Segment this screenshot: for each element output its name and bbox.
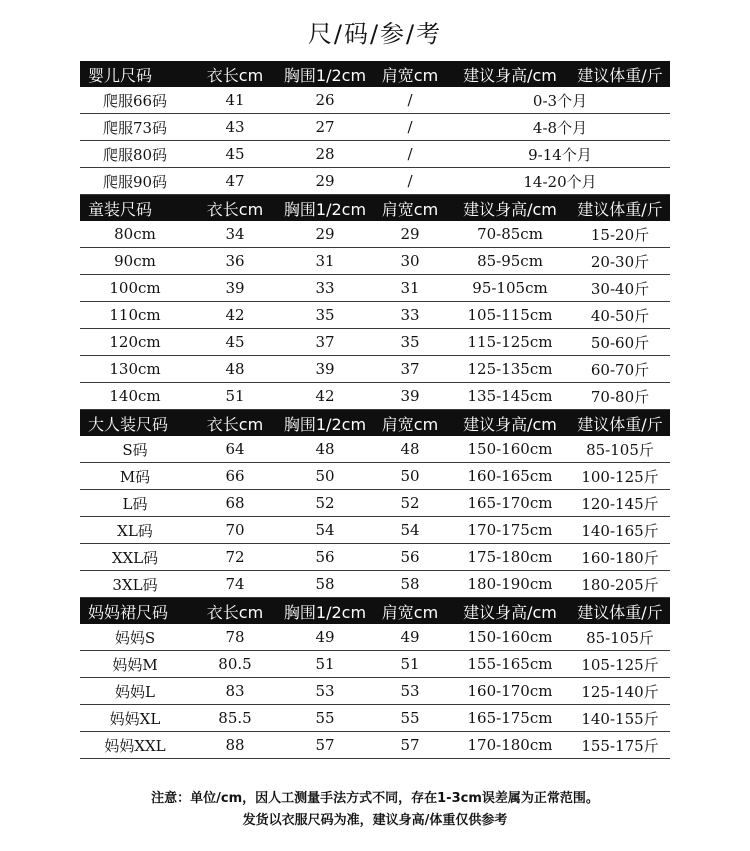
column-header: 衣长cm — [190, 61, 280, 87]
notes — [0, 788, 750, 832]
table-cell: 57 — [370, 732, 450, 759]
table-cell: 165-170cm — [450, 490, 570, 517]
table-row — [80, 141, 670, 168]
column-header: 建议体重/斤 — [570, 410, 670, 437]
size-label: 80cm — [80, 221, 190, 248]
table-cell: 88 — [190, 732, 280, 759]
table-cell: 52 — [370, 490, 450, 517]
table-cell: 29 — [370, 221, 450, 248]
size-label: 妈妈L — [80, 678, 190, 705]
section-name: 婴儿尺码 — [80, 61, 190, 87]
size-label: XXL码 — [80, 544, 190, 571]
table-cell: 140-165斤 — [570, 517, 670, 544]
table-row — [80, 678, 670, 705]
table-cell: 34 — [190, 221, 280, 248]
table-cell: 47 — [190, 168, 280, 195]
table-row — [80, 624, 670, 651]
table-row — [80, 705, 670, 732]
size-label: 100cm — [80, 275, 190, 302]
table-cell: 45 — [190, 141, 280, 168]
section-name: 妈妈裙尺码 — [80, 598, 190, 625]
table-cell: 150-160cm — [450, 436, 570, 463]
table-cell: 57 — [280, 732, 370, 759]
table-cell: 125-135cm — [450, 356, 570, 383]
table-cell: 48 — [280, 436, 370, 463]
table-cell: 68 — [190, 490, 280, 517]
table-cell: 105-115cm — [450, 302, 570, 329]
section-header — [80, 61, 670, 87]
table-cell: 43 — [190, 114, 280, 141]
table-cell: 54 — [370, 517, 450, 544]
table-cell: 58 — [280, 571, 370, 598]
size-label: L码 — [80, 490, 190, 517]
table-row — [80, 732, 670, 759]
column-header: 胸围1/2cm — [280, 598, 370, 625]
size-label: 妈妈S — [80, 624, 190, 651]
table-cell: 155-175斤 — [570, 732, 670, 759]
table-row — [80, 221, 670, 248]
table-cell: 26 — [280, 87, 370, 114]
table-cell: 55 — [370, 705, 450, 732]
table-cell: 50 — [280, 463, 370, 490]
table-cell: 70-85cm — [450, 221, 570, 248]
table-cell: 20-30斤 — [570, 248, 670, 275]
table-cell: 125-140斤 — [570, 678, 670, 705]
section-header — [80, 598, 670, 625]
column-header: 建议体重/斤 — [570, 195, 670, 222]
table-cell: 100-125斤 — [570, 463, 670, 490]
table-cell: 41 — [190, 87, 280, 114]
column-header: 胸围1/2cm — [280, 410, 370, 437]
table-cell: 39 — [370, 383, 450, 410]
table-cell: / — [370, 168, 450, 195]
table-cell: 51 — [280, 651, 370, 678]
table-row — [80, 651, 670, 678]
column-header: 肩宽cm — [370, 61, 450, 87]
size-label: 爬服80码 — [80, 141, 190, 168]
table-cell: 95-105cm — [450, 275, 570, 302]
table-cell: 29 — [280, 221, 370, 248]
table-cell: 39 — [280, 356, 370, 383]
table-cell: 30-40斤 — [570, 275, 670, 302]
table-cell: 72 — [190, 544, 280, 571]
table-row — [80, 168, 670, 195]
table-cell: 150-160cm — [450, 624, 570, 651]
table-cell: 51 — [370, 651, 450, 678]
size-label: 爬服90码 — [80, 168, 190, 195]
table-cell: 51 — [190, 383, 280, 410]
size-label: 120cm — [80, 329, 190, 356]
column-header: 衣长cm — [190, 195, 280, 222]
table-cell: 50 — [370, 463, 450, 490]
table-cell: 15-20斤 — [570, 221, 670, 248]
section-name: 童装尺码 — [80, 195, 190, 222]
table-cell: 58 — [370, 571, 450, 598]
table-cell: 56 — [370, 544, 450, 571]
table-cell: 165-175cm — [450, 705, 570, 732]
table-cell: 33 — [280, 275, 370, 302]
column-header: 建议身高/cm — [450, 410, 570, 437]
table-cell: 9-14个月 — [450, 141, 670, 168]
table-cell: 48 — [190, 356, 280, 383]
size-label: XL码 — [80, 517, 190, 544]
table-row — [80, 275, 670, 302]
table-cell: 33 — [370, 302, 450, 329]
column-header: 建议体重/斤 — [570, 598, 670, 625]
table-row — [80, 248, 670, 275]
table-cell: 60-70斤 — [570, 356, 670, 383]
table-cell: 64 — [190, 436, 280, 463]
size-chart-body — [80, 61, 670, 759]
table-row — [80, 114, 670, 141]
table-row — [80, 517, 670, 544]
table-cell: 85.5 — [190, 705, 280, 732]
table-cell: 54 — [280, 517, 370, 544]
column-header: 衣长cm — [190, 410, 280, 437]
table-cell: 14-20个月 — [450, 168, 670, 195]
table-cell: 29 — [280, 168, 370, 195]
table-cell: 115-125cm — [450, 329, 570, 356]
table-cell: 56 — [280, 544, 370, 571]
table-cell: 66 — [190, 463, 280, 490]
table-cell: 53 — [280, 678, 370, 705]
table-cell: 30 — [370, 248, 450, 275]
size-label: 爬服66码 — [80, 87, 190, 114]
table-cell: 42 — [190, 302, 280, 329]
table-cell: / — [370, 87, 450, 114]
table-row — [80, 490, 670, 517]
size-label: S码 — [80, 436, 190, 463]
table-cell: 170-180cm — [450, 732, 570, 759]
table-cell: 31 — [280, 248, 370, 275]
table-cell: 55 — [280, 705, 370, 732]
table-cell: 27 — [280, 114, 370, 141]
table-cell: / — [370, 114, 450, 141]
table-row — [80, 383, 670, 410]
table-cell: 135-145cm — [450, 383, 570, 410]
table-cell: 49 — [280, 624, 370, 651]
note-line: 注意：单位/cm，因人工测量手法方式不同，存在1-3cm误差属为正常范围。 — [151, 791, 599, 806]
size-label: 3XL码 — [80, 571, 190, 598]
table-cell: 160-170cm — [450, 678, 570, 705]
column-header: 衣长cm — [190, 598, 280, 625]
table-cell: 83 — [190, 678, 280, 705]
table-cell: 0-3个月 — [450, 87, 670, 114]
page-title: 尺/码/参/考 — [307, 20, 443, 48]
size-label: 110cm — [80, 302, 190, 329]
table-row — [80, 544, 670, 571]
section-header — [80, 410, 670, 437]
table-cell: 35 — [280, 302, 370, 329]
table-cell: 160-180斤 — [570, 544, 670, 571]
table-cell: 53 — [370, 678, 450, 705]
table-row — [80, 463, 670, 490]
table-cell: 52 — [280, 490, 370, 517]
table-cell: 28 — [280, 141, 370, 168]
table-cell: 155-165cm — [450, 651, 570, 678]
table-cell: 31 — [370, 275, 450, 302]
table-cell: 85-105斤 — [570, 624, 670, 651]
table-cell: 37 — [370, 356, 450, 383]
table-cell: 170-175cm — [450, 517, 570, 544]
size-label: 妈妈M — [80, 651, 190, 678]
table-cell: 70 — [190, 517, 280, 544]
column-header: 肩宽cm — [370, 598, 450, 625]
column-header: 肩宽cm — [370, 410, 450, 437]
table-cell: 85-105斤 — [570, 436, 670, 463]
column-header: 建议身高/cm — [450, 598, 570, 625]
table-cell: / — [370, 141, 450, 168]
size-label: 妈妈XL — [80, 705, 190, 732]
table-cell: 180-190cm — [450, 571, 570, 598]
table-cell: 140-155斤 — [570, 705, 670, 732]
size-label: 140cm — [80, 383, 190, 410]
table-cell: 39 — [190, 275, 280, 302]
table-cell: 35 — [370, 329, 450, 356]
column-header: 胸围1/2cm — [280, 61, 370, 87]
section-name: 大人装尺码 — [80, 410, 190, 437]
size-chart-table — [80, 61, 670, 759]
table-cell: 45 — [190, 329, 280, 356]
table-cell: 74 — [190, 571, 280, 598]
table-cell: 40-50斤 — [570, 302, 670, 329]
size-label: 妈妈XXL — [80, 732, 190, 759]
column-header: 肩宽cm — [370, 195, 450, 222]
column-header: 建议身高/cm — [450, 195, 570, 222]
column-header: 建议身高/cm — [450, 61, 570, 87]
size-label: 90cm — [80, 248, 190, 275]
table-cell: 85-95cm — [450, 248, 570, 275]
table-cell: 180-205斤 — [570, 571, 670, 598]
table-cell: 70-80斤 — [570, 383, 670, 410]
column-header: 胸围1/2cm — [280, 195, 370, 222]
note-line: 发货以衣服尺码为准，建议身高/体重仅供参考 — [242, 813, 508, 828]
table-cell: 80.5 — [190, 651, 280, 678]
table-cell: 50-60斤 — [570, 329, 670, 356]
size-label: 130cm — [80, 356, 190, 383]
table-cell: 36 — [190, 248, 280, 275]
table-cell: 175-180cm — [450, 544, 570, 571]
table-cell: 4-8个月 — [450, 114, 670, 141]
table-cell: 37 — [280, 329, 370, 356]
table-row — [80, 571, 670, 598]
table-row — [80, 356, 670, 383]
table-row — [80, 302, 670, 329]
size-label: 爬服73码 — [80, 114, 190, 141]
table-row — [80, 329, 670, 356]
table-cell: 160-165cm — [450, 463, 570, 490]
table-cell: 42 — [280, 383, 370, 410]
column-header: 建议体重/斤 — [570, 61, 670, 87]
table-row — [80, 87, 670, 114]
section-header — [80, 195, 670, 222]
table-cell: 120-145斤 — [570, 490, 670, 517]
table-cell: 78 — [190, 624, 280, 651]
table-cell: 105-125斤 — [570, 651, 670, 678]
table-cell: 48 — [370, 436, 450, 463]
size-label: M码 — [80, 463, 190, 490]
table-cell: 49 — [370, 624, 450, 651]
table-row — [80, 436, 670, 463]
